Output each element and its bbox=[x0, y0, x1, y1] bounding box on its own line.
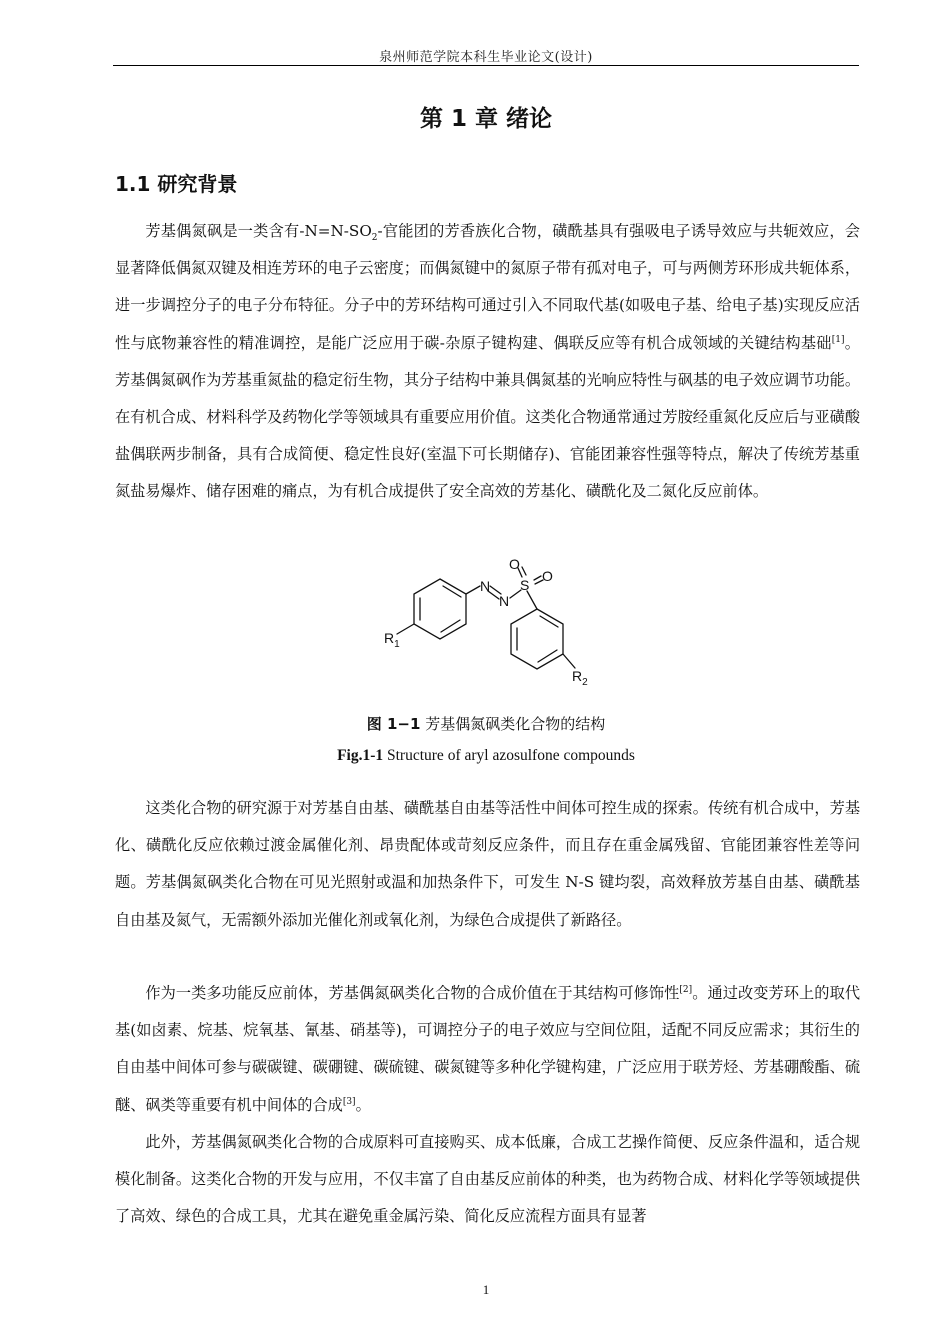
p1-text-a: 芳基偶氮砜是一类含有-N=N-SO bbox=[145, 222, 372, 240]
citation-3: [3] bbox=[342, 1096, 356, 1107]
paragraph-1 bbox=[115, 213, 860, 511]
figure-caption-cn-text: 芳基偶氮砜类化合物的结构 bbox=[420, 715, 606, 733]
p1-text-b: -官能团的芳香族化合物，磺酰基具有强吸电子诱导效应与共轭效应，会显著降低偶氮双键及相连芳环的电子云密度；而偶氮键中的氮原子带有孤对电子，可与两侧芳环形成共轭体系，进一步调控分子的电子分布特征。分子中的芳环结构可通过引入不同取代基(如吸电子基、给电子基)实现反应活性与底物兼容性的精准调控，是能广泛应用于碳-杂原子键构建、偶联反应等有机合成领域的关键结构基础 bbox=[115, 222, 860, 352]
paragraph-4: 此外，芳基偶氮砜类化合物的合成原料可直接购买、成本低廉，合成工艺操作简便、反应条件温和，适合规模化制备。这类化合物的开发与应用，不仅丰富了自由基反应前体的种类，也为药物合成、材料化学等领域提供了高效、绿色的合成工具，尤其在避免重金属污染、简化反应流程方面具有显著 bbox=[115, 1133, 860, 1226]
nitrogen-1: N bbox=[480, 578, 491, 594]
section-title: 1.1 研究背景 bbox=[115, 172, 238, 196]
substituent-r1: $R_1$ bbox=[384, 630, 400, 650]
p3-text-c: 。 bbox=[355, 1095, 371, 1114]
paragraph-3 bbox=[115, 975, 860, 1124]
paragraph-2: 这类化合物的研究源于对芳基自由基、磺酰基自由基等活性中间体可控生成的探索。传统有机合成中，芳基化、磺酰化反应依赖过渡金属催化剂、昂贵配体或苛刻反应条件，而且存在重金属残留、官能团兼容性差等问题。芳基偶氮砜类化合物在可见光照射或温和加热条件下，可发生 N-S 键均裂，高效释放芳基自由基、磺酰基自由基及氮气，无需额外添加光催化剂或氧化剂，为绿色合成提供了新路径。 bbox=[115, 799, 860, 929]
header-rule bbox=[113, 65, 859, 66]
substituent-r2: $R_2$ bbox=[572, 668, 588, 688]
running-header: 泉州师范学院本科生毕业论文(设计) bbox=[379, 50, 593, 65]
p1-text-c: 。芳基偶氮砜作为芳基重氮盐的稳定衍生物，其分子结构中兼具偶氮基的光响应特性与砜基的电子效应调节功能。在有机合成、材料科学及药物化学等领域具有重要应用价值。这类化合物通常通过芳胺经重氮化反应后与亚磺酸盐偶联两步制备，具有合成简便、稳定性良好(室温下可长期储存)、官能团兼容性强等特点，解决了传统芳基重氮盐易爆炸、储存困难的痛点，为有机合成提供了安全高效的芳基化、磺酰化及二氮化反应前体。 bbox=[115, 333, 860, 501]
nitrogen-2: N bbox=[499, 593, 510, 609]
p1-subscript: 2 bbox=[371, 233, 378, 244]
p3-text-a: 作为一类多功能反应前体，芳基偶氮砜类化合物的合成价值在于其结构可修饰性 bbox=[145, 984, 680, 1002]
p3-text-b: 。通过改变芳环上的取代基(如卤素、烷基、烷氧基、氰基、硝基等)，可调控分子的电子效应与空间位阻，适配不同反应需求；其衍生的自由基中间体可参与碳碳键、碳硼键、碳硫键、碳氮键等多种化学键构建，广泛应用于联芳烃、芳基硼酸酯、硫醚、砜类等重要有机中间体的合成 bbox=[115, 984, 861, 1114]
figure-caption-en-text: Structure of aryl azosulfone compounds bbox=[383, 747, 635, 764]
chapter-title: 第 1 章 绪论 bbox=[419, 106, 553, 132]
figure-caption-en bbox=[113, 747, 859, 765]
page-number: 1 bbox=[482, 1282, 490, 1297]
structure-figure bbox=[370, 550, 610, 700]
oxygen-1: O bbox=[509, 556, 520, 572]
citation-1: [1] bbox=[831, 334, 845, 345]
figure-caption-cn-label: 图 1−1 bbox=[366, 715, 421, 733]
figure-caption-cn bbox=[113, 713, 859, 734]
sulfur: S bbox=[520, 577, 530, 593]
figure-caption-en-label: Fig.1-1 bbox=[337, 747, 384, 764]
oxygen-2: O bbox=[542, 568, 553, 584]
left-benzene-ring bbox=[414, 579, 466, 639]
citation-2: [2] bbox=[679, 984, 693, 995]
right-benzene-ring bbox=[511, 609, 563, 669]
